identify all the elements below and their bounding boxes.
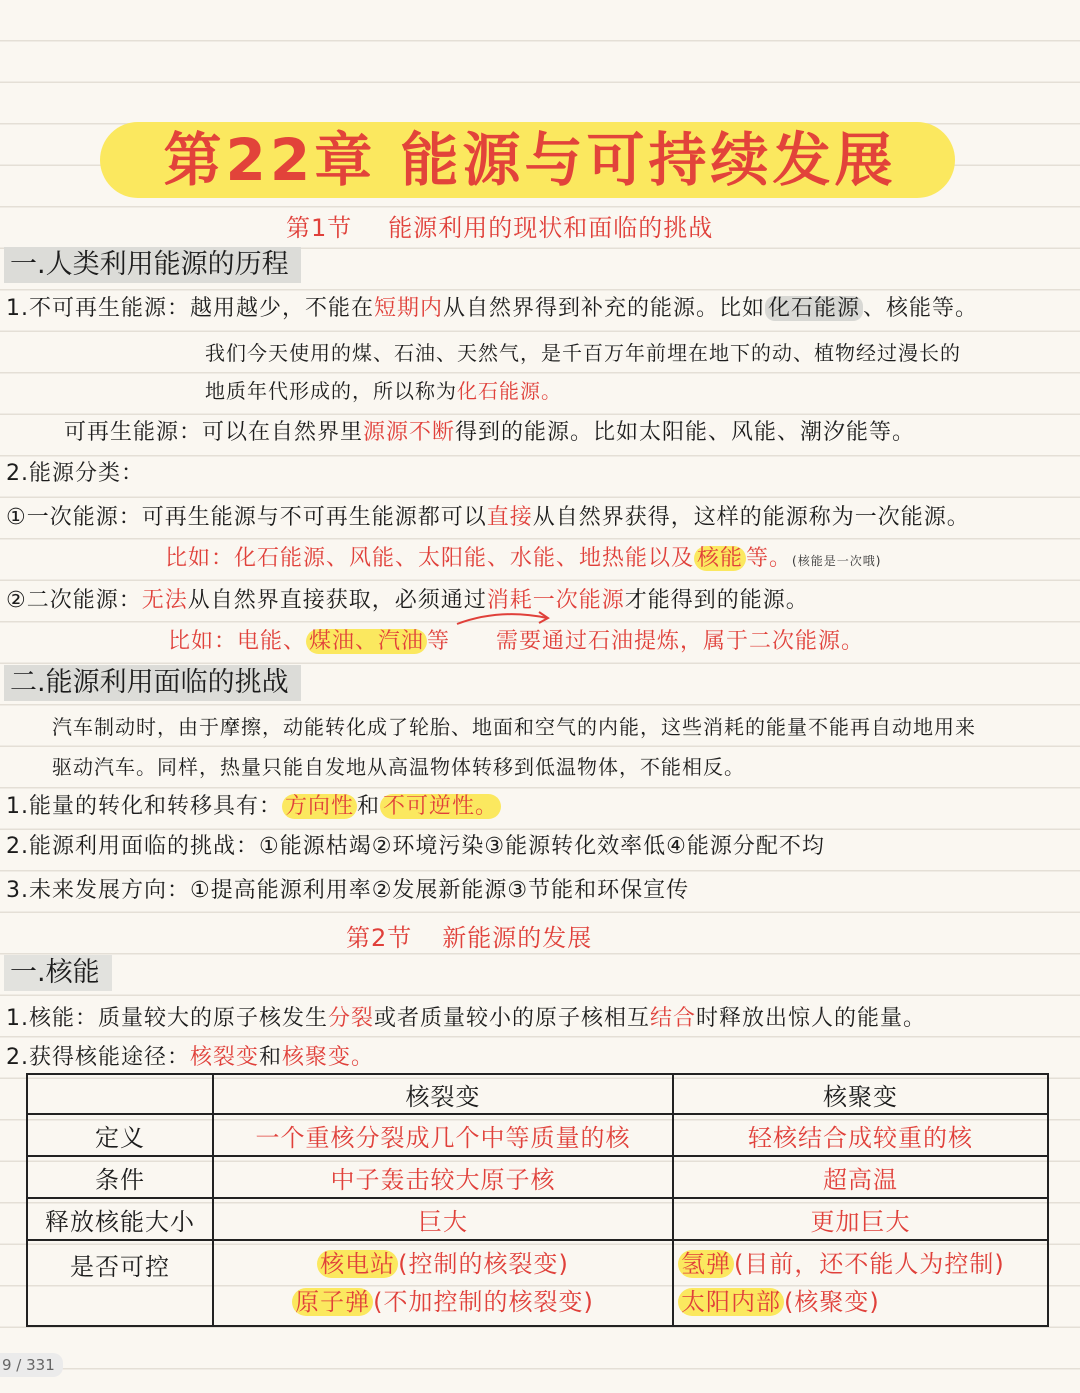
text: 或者质量较小的原子核相互 bbox=[374, 1006, 651, 1031]
line-secondary bbox=[6, 586, 809, 616]
text: (核聚变) bbox=[784, 1288, 880, 1316]
highlight-text: 核能 bbox=[694, 546, 746, 571]
line-primary-examples bbox=[165, 544, 881, 576]
cell-fission: 一个重核分裂成几个中等质量的核 bbox=[213, 1114, 673, 1156]
text: 1.不可再生能源：越用越少，不能在 bbox=[6, 296, 374, 321]
line-future: 3.未来发展方向：①提高能源利用率②发展新能源③节能和环保宣传 bbox=[6, 878, 690, 903]
red-text: 等。 bbox=[746, 546, 793, 571]
gray-highlight-text: 化石能源 bbox=[765, 296, 863, 321]
row-label: 是否可控 bbox=[27, 1240, 213, 1326]
red-text: 短期内 bbox=[374, 296, 444, 321]
line-direction bbox=[6, 792, 501, 822]
red-text: 源源不断 bbox=[363, 420, 456, 445]
row-label: 定义 bbox=[27, 1114, 213, 1156]
section-1-prefix: 第1节 bbox=[286, 214, 353, 242]
line-braking-1: 汽车制动时，由于摩擦，动能转化成了轮胎、地面和空气的内能，这些消耗的能量不能再自动地用来 bbox=[52, 715, 976, 739]
highlight-text: 氢弹 bbox=[678, 1250, 734, 1278]
fission-fusion-table bbox=[26, 1073, 1049, 1327]
text: 1.核能：质量较大的原子核发生 bbox=[6, 1006, 328, 1031]
highlight-text: 不可逆性。 bbox=[380, 794, 501, 819]
text: 时释放出惊人的能量。 bbox=[696, 1006, 927, 1031]
text: 从自然界获得，这样的能源称为一次能源。 bbox=[532, 505, 970, 530]
cell-fusion: 轻核结合成较重的核 bbox=[673, 1114, 1048, 1156]
text: (目前，还不能人为控制) bbox=[734, 1250, 1005, 1278]
cell-fusion: 超高温 bbox=[673, 1156, 1048, 1198]
section-2-prefix: 第2节 bbox=[346, 924, 413, 952]
fission-control-line-1 bbox=[214, 1245, 672, 1283]
fission-control-line-2 bbox=[214, 1283, 672, 1321]
part-1-heading: 一.人类利用能源的历程 bbox=[4, 247, 301, 283]
red-text: 无法 bbox=[141, 588, 188, 613]
red-text: 核聚变。 bbox=[282, 1045, 375, 1070]
cell-fission: 巨大 bbox=[213, 1198, 673, 1240]
red-text: 比如：化石能源、风能、太阳能、水能、地热能以及 bbox=[165, 546, 695, 571]
text: 和 bbox=[357, 794, 381, 819]
table-corner-cell bbox=[27, 1074, 213, 1114]
text: 1.能量的转化和转移具有： bbox=[6, 794, 282, 819]
line-braking-2: 驱动汽车。同样，热量只能自发地从高温物体转移到低温物体，不能相反。 bbox=[52, 755, 745, 779]
highlight-text: 核电站 bbox=[317, 1250, 398, 1278]
text: ①一次能源：可再生能源与不可再生能源都可以 bbox=[6, 505, 487, 530]
arrow-icon bbox=[455, 608, 555, 628]
row-label: 条件 bbox=[27, 1156, 213, 1198]
line-nuclear-ways bbox=[6, 1043, 374, 1073]
text: 、核能等。 bbox=[863, 296, 979, 321]
page-title: 第22章 能源与可持续发展 bbox=[163, 126, 897, 194]
red-text: 直接 bbox=[486, 505, 533, 530]
highlight-text: 太阳内部 bbox=[678, 1288, 784, 1316]
fusion-control-line-2 bbox=[678, 1283, 1047, 1321]
text: 从自然界直接获取，必须通过 bbox=[187, 588, 487, 613]
line-fossil-2 bbox=[205, 377, 562, 405]
line-challenges: 2.能源利用面临的挑战：①能源枯竭②环境污染③能源转化效率低④能源分配不均 bbox=[6, 834, 825, 859]
line-classification: 2.能源分类： bbox=[6, 461, 144, 486]
table-row bbox=[27, 1156, 1048, 1198]
text: 可再生能源：可以在自然界里 bbox=[64, 420, 364, 445]
section-1-name: 能源利用的现状和面临的挑战 bbox=[388, 214, 714, 242]
text: (不加控制的核裂变) bbox=[373, 1288, 594, 1316]
text: (控制的核裂变) bbox=[398, 1250, 569, 1278]
header-fission: 核裂变 bbox=[213, 1074, 673, 1114]
highlight-text: 方向性 bbox=[282, 794, 357, 819]
table-row bbox=[27, 1114, 1048, 1156]
red-text: 结合 bbox=[650, 1006, 697, 1031]
text: 2.获得核能途径： bbox=[6, 1045, 190, 1070]
part-3-heading: 一.核能 bbox=[4, 955, 112, 991]
text: 地质年代形成的，所以称为 bbox=[205, 379, 457, 403]
text: 和 bbox=[259, 1045, 283, 1070]
red-text: 等 bbox=[427, 629, 451, 654]
line-nonrenewable bbox=[6, 294, 978, 324]
red-text: 消耗一次能源 bbox=[486, 588, 625, 613]
row-label: 释放核能大小 bbox=[27, 1198, 213, 1240]
text: 得到的能源。比如太阳能、风能、潮汐能等。 bbox=[455, 420, 916, 445]
line-secondary-examples bbox=[168, 627, 864, 657]
line-renewable bbox=[64, 418, 915, 448]
line-nuclear-def bbox=[6, 1004, 926, 1034]
red-text: 比如：电能、 bbox=[168, 629, 307, 654]
section-2-heading bbox=[346, 918, 592, 953]
cell-fission-control bbox=[213, 1240, 673, 1326]
section-1-heading bbox=[286, 208, 713, 243]
table-row bbox=[27, 1198, 1048, 1240]
highlight-text: 原子弹 bbox=[292, 1288, 373, 1316]
page-counter: 9 / 331 bbox=[0, 1353, 63, 1377]
line-primary bbox=[6, 503, 970, 533]
part-2-heading: 二.能源利用面临的挑战 bbox=[4, 665, 301, 701]
text: 才能得到的能源。 bbox=[624, 588, 809, 613]
table-header-row bbox=[27, 1074, 1048, 1114]
note-text: (核能是一次哦) bbox=[792, 554, 882, 568]
header-fusion: 核聚变 bbox=[673, 1074, 1048, 1114]
table-row-controllable bbox=[27, 1240, 1048, 1326]
red-text: 核裂变 bbox=[190, 1045, 260, 1070]
highlight-text: 煤油、汽油 bbox=[306, 629, 427, 654]
fusion-control-line-1 bbox=[678, 1245, 1047, 1283]
red-text: 化石能源。 bbox=[457, 379, 562, 403]
cell-fusion: 更加巨大 bbox=[673, 1198, 1048, 1240]
line-fossil-1: 我们今天使用的煤、石油、天然气，是千百万年前埋在地下的动、植物经过漫长的 bbox=[205, 341, 961, 365]
text: 从自然界得到补充的能源。比如 bbox=[443, 296, 766, 321]
cell-fusion-control bbox=[673, 1240, 1048, 1326]
section-2-name: 新能源的发展 bbox=[442, 924, 593, 952]
text: ②二次能源： bbox=[6, 588, 142, 613]
cell-fission: 中子轰击较大原子核 bbox=[213, 1156, 673, 1198]
red-text: 需要通过石油提炼，属于二次能源。 bbox=[496, 629, 865, 654]
red-text: 分裂 bbox=[328, 1006, 375, 1031]
